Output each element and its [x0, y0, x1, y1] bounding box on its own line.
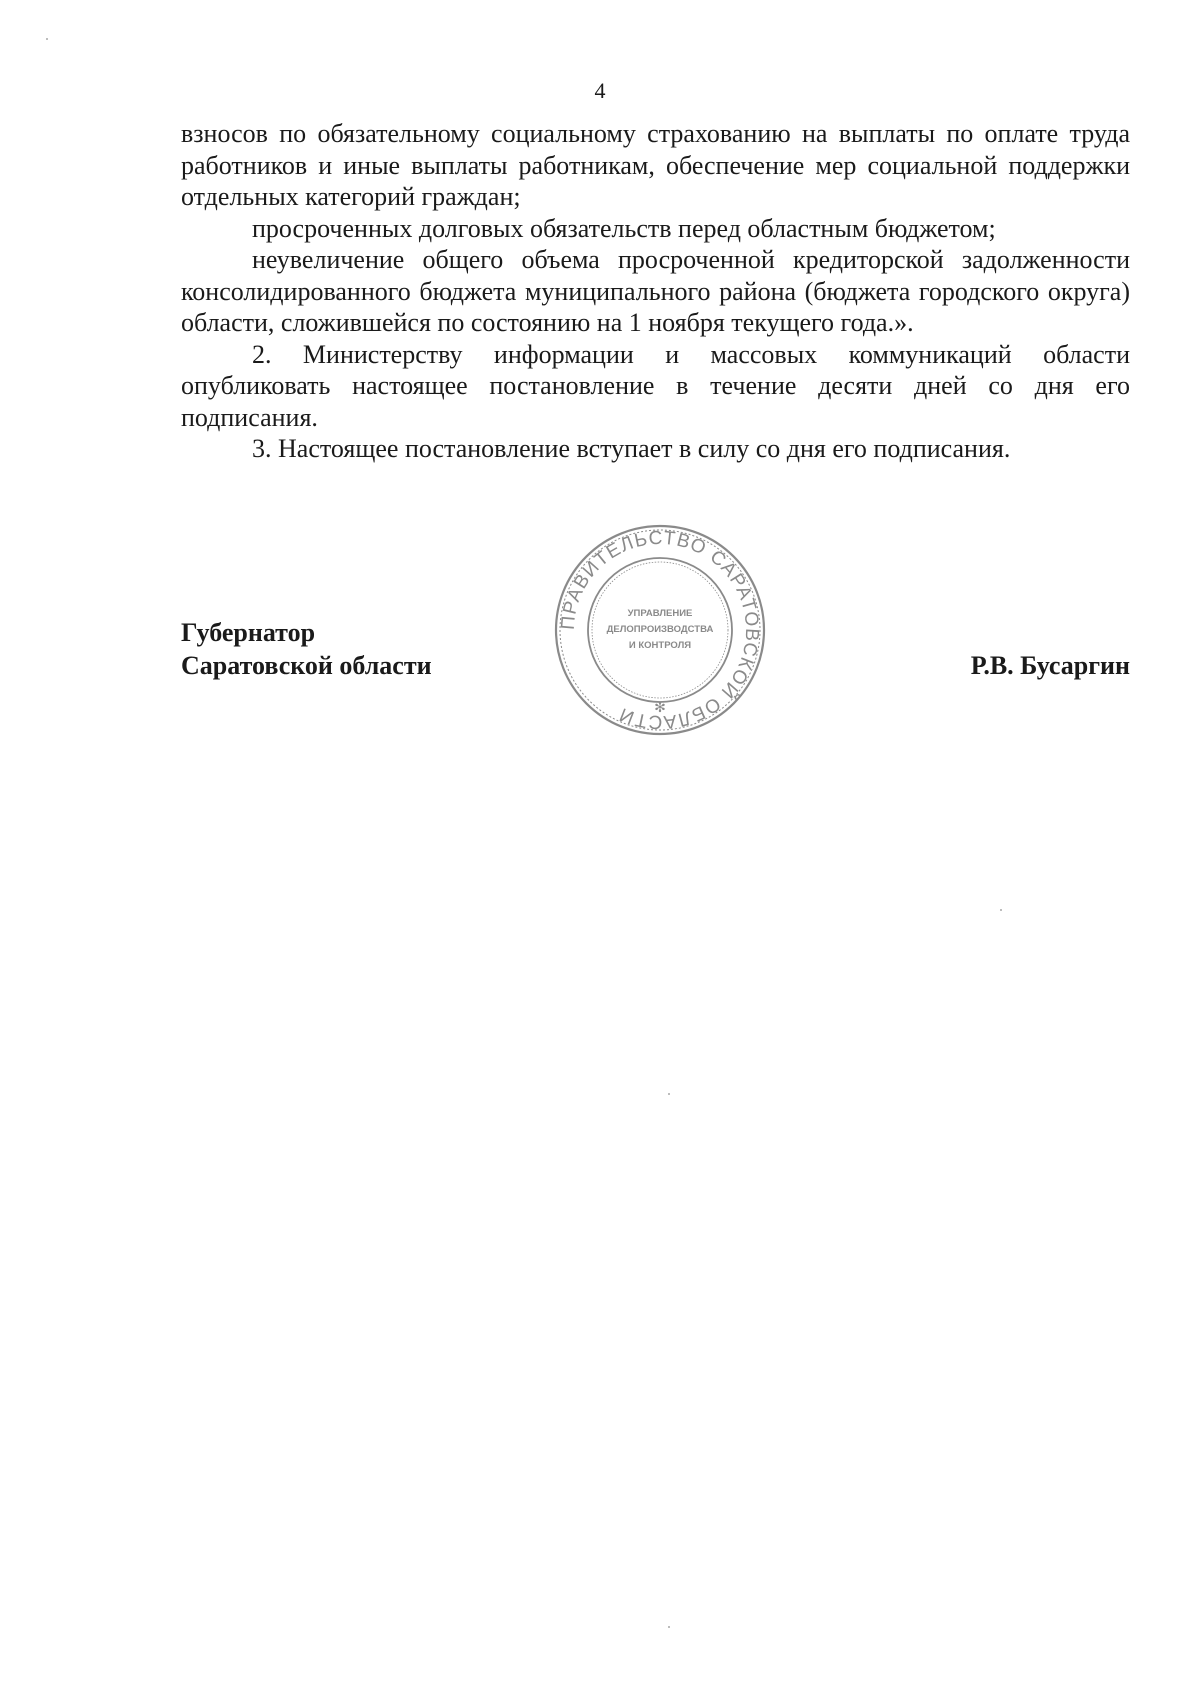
page-number: 4: [594, 78, 606, 103]
scan-speck: [46, 38, 48, 40]
seal-center-line3: И КОНТРОЛЯ: [628, 640, 692, 651]
seal-graphic: [552, 522, 768, 738]
paragraph-non-increase: неувеличение общего объема просроченной кредиторской задолженности консолидированного бюджета муниципального района (бюджета городского округа) области, сложившейся по состоянию на 1 ноября текущего года.».: [181, 245, 1130, 337]
seal-center-line2: ДЕЛОПРОИЗВОДСТВА: [606, 624, 714, 635]
scan-speck: [668, 1093, 670, 1095]
signatory-title: [181, 616, 432, 682]
paragraph-continuation: взносов по обязательному социальному страхованию на выплаты по оплате труда работников и иные выплаты работникам, обеспечение мер социальной поддержки отдельных категорий граждан;: [181, 119, 1130, 211]
seal-star-icon: ✻: [654, 700, 666, 716]
paragraph-item-3: 3. Настоящее постановление вступает в силу со дня его подписания.: [252, 434, 1011, 463]
signatory-title-line2: Саратовской области: [181, 651, 432, 680]
seal-center-line1: УПРАВЛЕНИЕ: [627, 608, 693, 619]
paragraph-item-2: 2. Министерству информации и массовых коммуникаций области опубликовать настоящее постановление в течение десяти дней со дня его подписания.: [181, 339, 1130, 432]
body-text: [181, 118, 1130, 465]
signatory-title-line1: Губернатор: [181, 618, 316, 647]
signer-name: Р.В. Бусаргин: [970, 651, 1130, 680]
scan-speck: [1000, 909, 1002, 911]
scan-speck: [668, 1626, 670, 1628]
paragraph-overdue-debt: просроченных долговых обязательств перед областным бюджетом;: [252, 213, 996, 243]
official-seal: [552, 522, 768, 738]
seal-ring-text: ПРАВИТЕЛЬСТВО САРАТОВСКОЙ ОБЛАСТИ: [557, 527, 763, 733]
